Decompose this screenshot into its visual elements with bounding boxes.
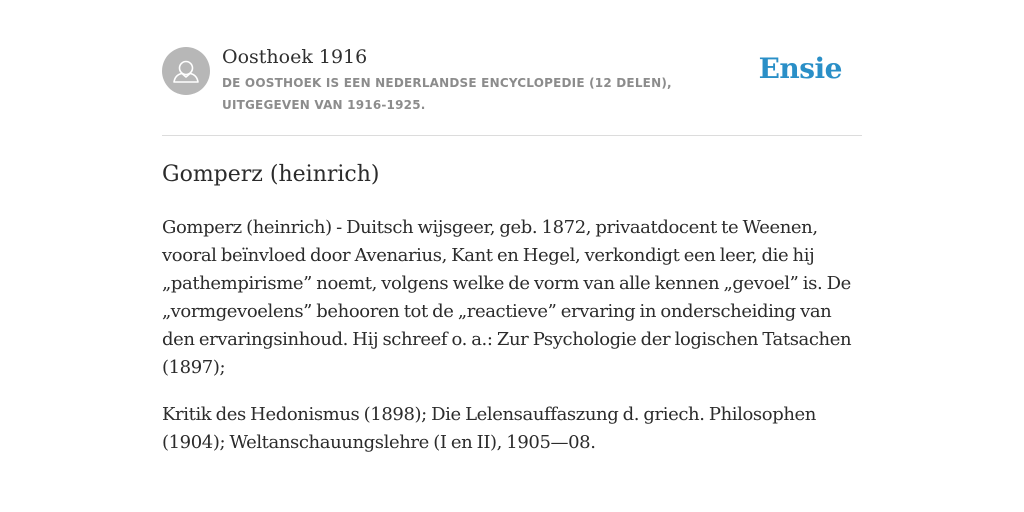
source-avatar[interactable]	[162, 47, 210, 95]
source-description: DE OOSTHOEK IS EEN NEDERLANDSE ENCYCLOPEDIE (12 DELEN), UITGEGEVEN VAN 1916-1925.	[222, 76, 672, 112]
ensie-logo[interactable]: Ensie	[758, 52, 842, 85]
source-header	[162, 44, 862, 136]
article-paragraph: Gomperz (heinrich) - Duitsch wijsgeer, geb. 1872, privaatdocent te Weenen, vooral beïnvloed door Avenarius, Kant en Hegel, verkondigt een leer, die hij „pathempirisme” noemt, volgens welke de vorm van alle kennen „gevoel” is. De „vormgevoelens” behooren tot de „reactieve” ervaring in onderscheiding van den ervaringsinhoud. Hij schreef o. a.: Zur Psychologie der logischen Tatsachen (1897);	[162, 217, 852, 378]
article-body	[162, 214, 862, 457]
user-icon	[162, 47, 210, 95]
article-title: Gomperz (heinrich)	[162, 162, 380, 187]
article-paragraph: Kritik des Hedonismus (1898); Die Lelensauffaszung d. griech. Philosophen (1904); Weltanschauungslehre (I en II), 1905—08.	[162, 404, 816, 453]
article-card	[162, 44, 862, 476]
source-name[interactable]: Oosthoek 1916	[222, 46, 368, 68]
